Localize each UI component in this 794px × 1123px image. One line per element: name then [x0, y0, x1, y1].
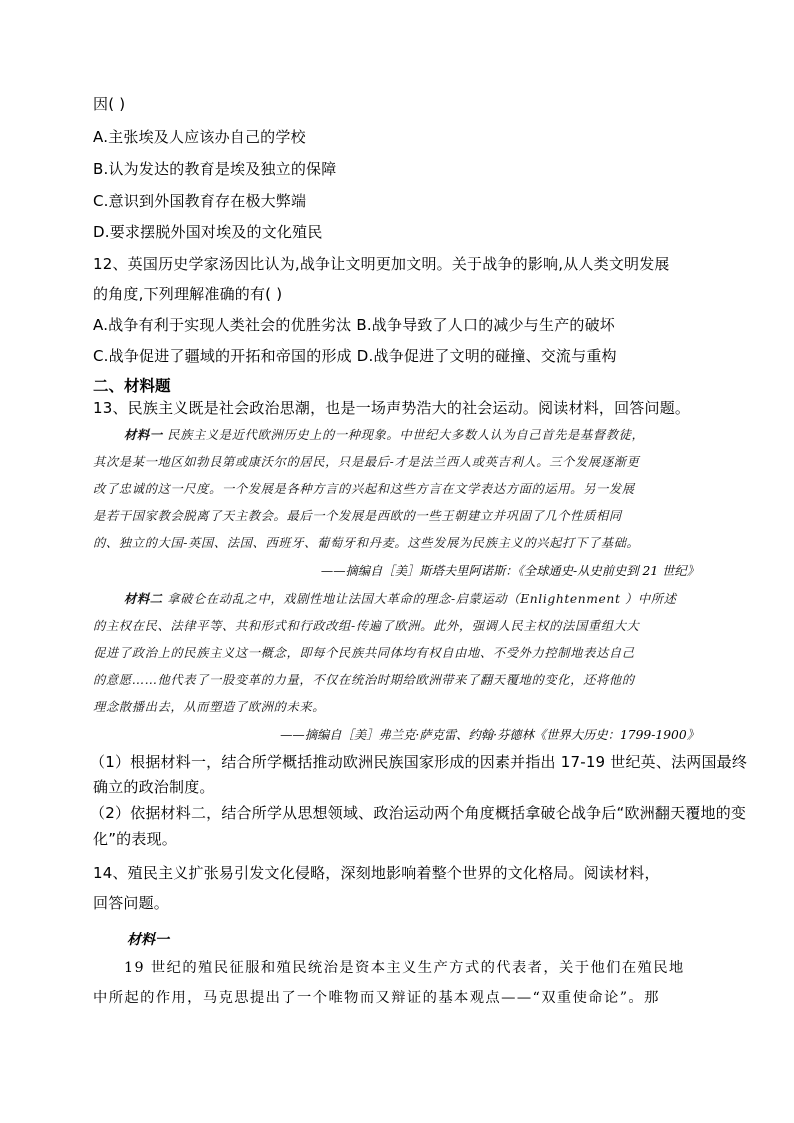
q13-material1-label: 材料一	[124, 427, 163, 442]
q13-material2-source: ——摘编自［美］弗兰克·萨克雷、约翰·芬德林《世界大历史：1799-1900》	[280, 728, 699, 742]
q12-stem-line1: 12、英国历史学家汤因比认为,战争让文明更加文明。关于战争的影响,从人类文明发展	[93, 255, 670, 273]
q14-material1-line1: 19 世纪的殖民征服和殖民统治是资本主义生产方式的代表者，关于他们在殖民地	[124, 960, 685, 976]
q13-material1-line5: 的、独立的大国-英国、法国、西班牙、葡萄牙和丹麦。这些发展为民族主义的兴起打下了基础。	[93, 536, 640, 550]
q13-material1-line1: 材料一 民族主义是近代欧洲历史上的一种现象。中世纪大多数人认为自己首先是基督教徒，	[124, 427, 645, 442]
q14-material1-label: 材料一	[127, 932, 169, 948]
q13-material2-line4: 的意愿……他代表了一股变革的力量，不仅在统治时期给欧洲带来了翻天覆地的变化，还将他的	[93, 673, 635, 687]
q13-material1-line3: 改了忠诚的这一尺度。一个发展是各种方言的兴起和这些方言在文学表达方面的运用。另一发展	[93, 482, 635, 496]
q13-sub2-line2: 化”的表现。	[93, 830, 177, 848]
q13-sub1-line1: （1）根据材料一，结合所学概括推动欧洲民族国家形成的因素并指出 17-19 世纪英、法两国最终	[90, 753, 748, 771]
q11-option-a: A.主张埃及人应该办自己的学校	[93, 128, 306, 146]
q13-material2-line3: 促进了政治上的民族主义这一概念，即每个民族共同体均有权自由地、不受外力控制地表达自己	[93, 646, 635, 660]
q11-option-d: D.要求摆脱外国对埃及的文化殖民	[93, 223, 323, 241]
q11-option-c: C.意识到外国教育存在极大弊端	[93, 192, 307, 210]
q13-material2-line2: 的主权在民、法律平等、共和形式和行政改组-传遍了欧洲。此外，强调人民主权的法国重组大大	[93, 619, 640, 633]
q12-options-row1: A.战争有利于实现人类社会的优胜劣汰 B.战争导致了人口的减少与生产的破坏	[93, 316, 615, 334]
q14-stem-line1: 14、殖民主义扩张易引发文化侵略，深刻地影响着整个世界的文化格局。阅读材料，	[93, 864, 660, 882]
q13-material1-line4: 是若干国家教会脱离了天主教会。最后一个发展是西欧的一些王朝建立并巩固了几个性质相同	[93, 509, 622, 523]
q13-material2-line5: 理念散播出去，从而塑造了欧洲的未来。	[93, 700, 326, 714]
q13-sub1-line2: 确立的政治制度。	[93, 778, 215, 796]
q13-material2-line1: 材料二 拿破仑在动乱之中，戏剧性地让法国大革命的理念-启蒙运动（Enlightenment ）中所述	[124, 591, 677, 606]
q12-stem-line2: 的角度,下列理解准确的有( )	[93, 285, 283, 303]
q13-stem: 13、民族主义既是社会政治思潮，也是一场声势浩大的社会运动。阅读材料，回答问题。	[93, 399, 691, 417]
q13-sub2-line1: （2）依据材料二，结合所学从思想领域、政治运动两个角度概括拿破仑战争后“欧洲翻天覆地的变	[90, 804, 747, 822]
q11-option-b: B.认为发达的教育是埃及独立的保障	[93, 160, 337, 178]
q13-material2-label: 材料二	[124, 591, 163, 606]
q13-material1-source: ——摘编自［美］斯塔夫里阿诺斯：《全球通史-从史前史到 21 世纪》	[320, 564, 699, 578]
q13-material1-line2: 其次是某一地区如勃艮第或康沃尔的居民，只是最后-才是法兰西人或英吉利人。三个发展逐渐更	[93, 455, 640, 469]
q11-stem-end: 因( )	[93, 95, 126, 113]
q14-material1-line2: 中所起的作用，马克思提出了一个唯物而又辩证的基本观点——“双重使命论”。那	[93, 990, 660, 1006]
q12-options-row2: C.战争促进了疆域的开拓和帝国的形成 D.战争促进了文明的碰撞、交流与重构	[93, 347, 617, 365]
q14-stem-line2: 回答问题。	[93, 894, 170, 912]
section-title: 二、材料题	[93, 377, 171, 395]
